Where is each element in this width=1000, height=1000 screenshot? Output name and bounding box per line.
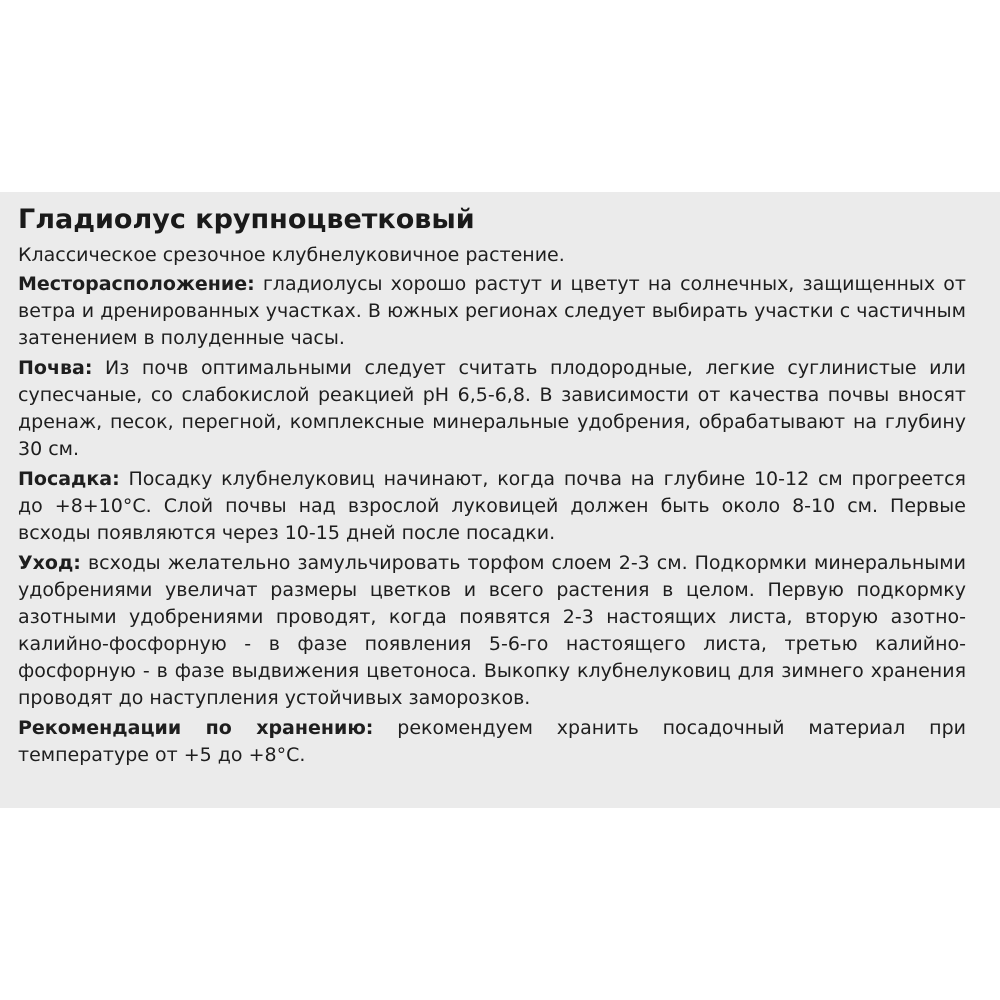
section-care: [18, 550, 966, 712]
section-text: гладиолусы хорошо растут и цветут на солнечных, защищенных от ветра и дренированных участках. В южных регионах следует выбирать участки с частичным затенением в полуденные часы.: [18, 273, 966, 349]
section-label: Уход:: [18, 552, 81, 574]
section-text: рекомендуем хранить посадочный материал при температуре от +5 до +8°С.: [18, 717, 966, 766]
section-soil: [18, 355, 966, 463]
section-text: Посадку клубнелуковиц начинают, когда почва на глубине 10-12 см прогреется до +8+10°С. Слой почвы над взрослой луковицей должен быть около 8-10 см. Первые всходы появляются через 10-15 дней после посадки.: [18, 468, 966, 544]
section-storage: [18, 715, 966, 769]
section-label: Почва:: [18, 357, 93, 379]
label-card: [0, 192, 1000, 808]
document-subtitle: Классическое срезочное клубнелуковичное растение.: [18, 244, 565, 266]
section-label: Месторасположение:: [18, 273, 255, 295]
section-label: Посадка:: [18, 468, 120, 490]
document-title: Гладиолус крупноцветковый: [18, 204, 475, 235]
section-label: Рекомендации по хранению:: [18, 717, 374, 739]
section-planting: [18, 466, 966, 547]
section-location: [18, 271, 966, 352]
section-text: Из почв оптимальными следует считать плодородные, легкие суглинистые или супесчаные, со слабокислой реакцией pH 6,5-6,8. В зависимости от качества почвы вносят дренаж, песок, перегной, комплексные минеральные удобрения, обрабатывают на глубину 30 см.: [18, 357, 966, 460]
section-text: всходы желательно замульчировать торфом слоем 2-3 см. Подкормки минеральными удобрениями увеличат размеры цветков и всего растения в целом. Первую подкормку азотными удобрениями проводят, когда появятся 2-3 настоящих листа, вторую азотно-калийно-фосфорную - в фазе появления 5-6-го настоящего листа, третью калийно-фосфорную - в фазе выдвижения цветоноса. Выкопку клубнелуковиц для зимнего хранения проводят до наступления устойчивых заморозков.: [18, 552, 966, 709]
